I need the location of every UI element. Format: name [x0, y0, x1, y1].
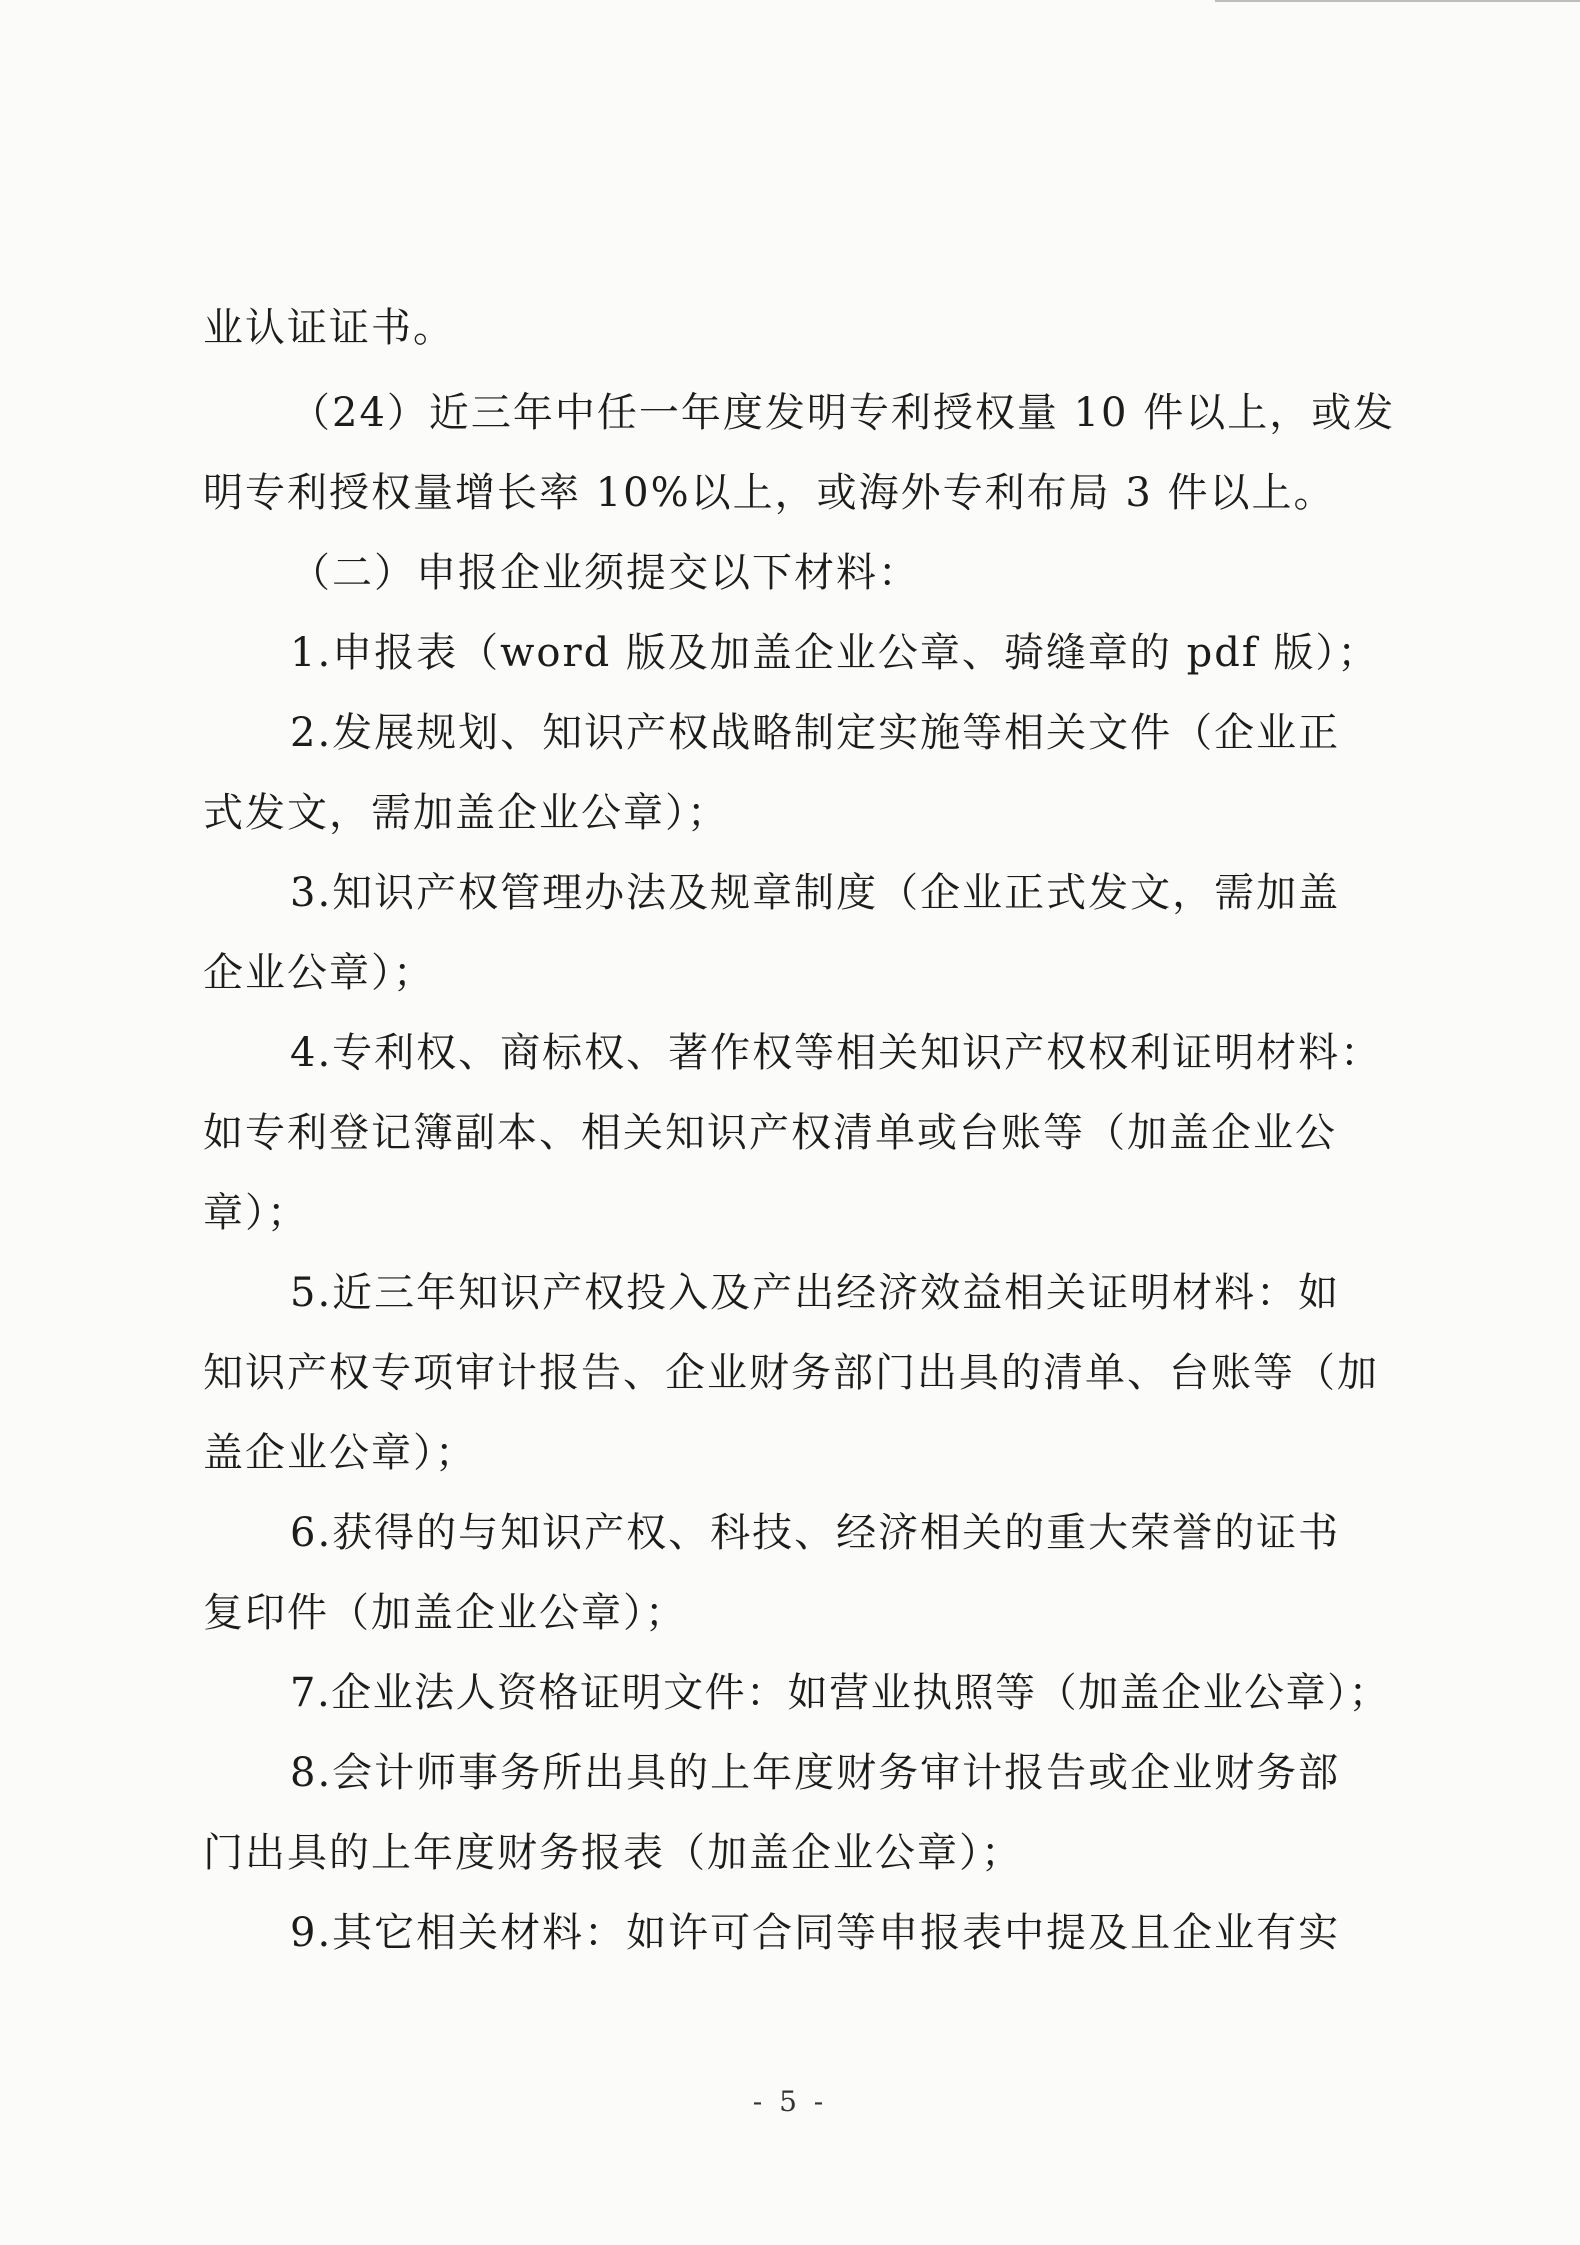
text-line: 企业公章）；	[203, 950, 435, 996]
page-number: - 5 -	[752, 2085, 828, 2118]
text-line: 章）；	[203, 1190, 309, 1236]
list-item: 5.近三年知识产权投入及产出经济效益相关证明材料：如	[290, 1270, 1341, 1316]
text-line: 盖企业公章）；	[203, 1430, 477, 1476]
section-heading: （二）申报企业须提交以下材料：	[290, 550, 920, 596]
text-line: 知识产权专项审计报告、企业财务部门出具的清单、台账等（加	[203, 1350, 1379, 1396]
list-item: 3.知识产权管理办法及规章制度（企业正式发文，需加盖	[290, 870, 1341, 916]
top-edge-rule	[1215, 0, 1580, 2]
list-item: 9.其它相关材料：如许可合同等申报表中提及且企业有实	[290, 1910, 1341, 1956]
text-line: 明专利授权量增长率 10%以上，或海外专利布局 3 件以上。	[203, 470, 1336, 516]
text-line: （24）近三年中任一年度发明专利授权量 10 件以上，或发	[290, 390, 1396, 436]
list-item: 1.申报表（word 版及加盖企业公章、骑缝章的 pdf 版）；	[290, 630, 1380, 676]
text-line: 复印件（加盖企业公章）；	[203, 1590, 687, 1636]
text-line: 业认证证书。	[203, 305, 455, 351]
text-line: 门出具的上年度财务报表（加盖企业公章）；	[203, 1830, 1023, 1876]
text-line: 式发文，需加盖企业公章）；	[203, 790, 729, 836]
text-line: 如专利登记簿副本、相关知识产权清单或台账等（加盖企业公	[203, 1110, 1337, 1156]
list-item: 7.企业法人资格证明文件：如营业执照等（加盖企业公章）；	[290, 1670, 1391, 1716]
list-item: 4.专利权、商标权、著作权等相关知识产权权利证明材料：	[290, 1030, 1383, 1076]
list-item: 6.获得的与知识产权、科技、经济相关的重大荣誉的证书	[290, 1510, 1341, 1556]
list-item: 2.发展规划、知识产权战略制定实施等相关文件（企业正	[290, 710, 1341, 756]
list-item: 8.会计师事务所出具的上年度财务审计报告或企业财务部	[290, 1750, 1341, 1796]
